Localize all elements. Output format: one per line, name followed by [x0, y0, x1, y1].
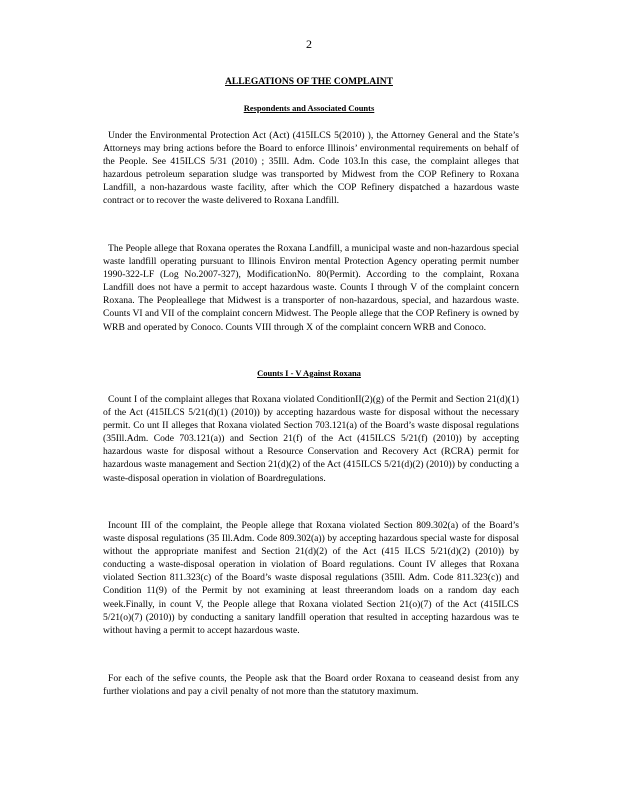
paragraph-introduction: Under the Environmental Protection Act (Act) (415ILCS 5(2010) ), the Attorney General and the State’s Attorneys may bring actions before the Board to enforce Illinois’ environmental requirements on behalf of the People. See 415ILCS 5/31 (2010) ; 35Ill. Adm. Code 103.In this case, the complaint alleges that hazardous petroleum separation sludge was transported by Midwest from the COP Refinery to Roxana Landfill, a non-hazardous waste facility, after which the COP Refinery dispatched a hazardous waste contract or to recover the waste delivered to Roxana Landfill. — [103, 130, 519, 207]
paragraph-counts-i-ii: Count I of the complaint alleges that Roxana violated ConditionII(2)(g) of the Permit and Section 21(d)(1) of the Act (415ILCS 5/21(d)(1) (2010)) by accepting hazardous waste for disposal without the necessary permit. Co unt II alleges that Roxana violated Section 703.121(a) of the Board’s waste disposal regulations (35Ill.Adm. Code 703.121(a)) and Section 21(f) of the Act (415ILCS 5/21(f) (2010)) by accepting hazardous waste for disposal without a Resource Conservation and Recovery Act (RCRA) permit for hazardous waste management and Section 21(d)(2) of the Act (415ILCS 5/21(d)(2) (2010)) by conducting a waste-disposal operation in violation of Boardregulations. — [103, 394, 519, 484]
paragraph-parties: The People allege that Roxana operates the Roxana Landfill, a municipal waste and non-hazardous special waste landfill operating pursuant to Illinois Environ mental Protection Agency operating permit number 1990-322-LF (Log No.2007-327), ModificationNo. 80(Permit). According to the complaint, Roxana Landfill does not have a permit to accept hazardous waste. Counts I through V of the complaint concern Roxana. The Peopleallege that Midwest is a transporter of non-hazardous, special, and hazardous waste. Counts VI and VII of the complaint concern Midwest. The People allege that the COP Refinery is owned by WRB and operated by Conoco. Counts VIII through X of the complaint concern WRB and Conoco. — [103, 243, 519, 333]
heading-respondents — [0, 103, 618, 113]
paragraph-relief: For each of the sefive counts, the People ask that the Board order Roxana to ceaseand desist from any further violations and pay a civil penalty of not more than the statutory maximum. — [103, 673, 519, 698]
heading-allegations-text: ALLEGATIONS OF THE COMPLAINT — [225, 77, 393, 87]
heading-allegations — [0, 77, 618, 87]
heading-counts-roxana-text: Counts I - V Against Roxana — [257, 368, 361, 378]
paragraph-counts-iii-v: Incount III of the complaint, the People allege that Roxana violated Section 809.302(a) of the Board’s waste disposal regulations (35 Ill.Adm. Code 809.302(a)) by accepting hazardous special waste for disposal without the appropriate manifest and Section 21(d)(2) of the Act (415 ILCS 5/21(d)(2) (2010)) by conducting a waste-disposal operation in violation of Board regulations. Count IV alleges that Roxana violated Section 811.323(c) of the Board’s waste disposal regulations (35Ill. Adm. Code 811.323(c)) and Condition 11(9) of the Permit by not examining at least threerandom loads on a random day each week.Finally, in count V, the People allege that Roxana violated Section 21(o)(7) of the Act (415ILCS 5/21(o)(7) (2010)) by conducting a sanitary landfill operation that resulted in accepting hazardous was te without having a permit to accept hazardous waste. — [103, 520, 519, 636]
heading-counts-roxana — [0, 368, 618, 378]
heading-respondents-text: Respondents and Associated Counts — [243, 103, 375, 113]
page-number: 2 — [306, 37, 312, 51]
